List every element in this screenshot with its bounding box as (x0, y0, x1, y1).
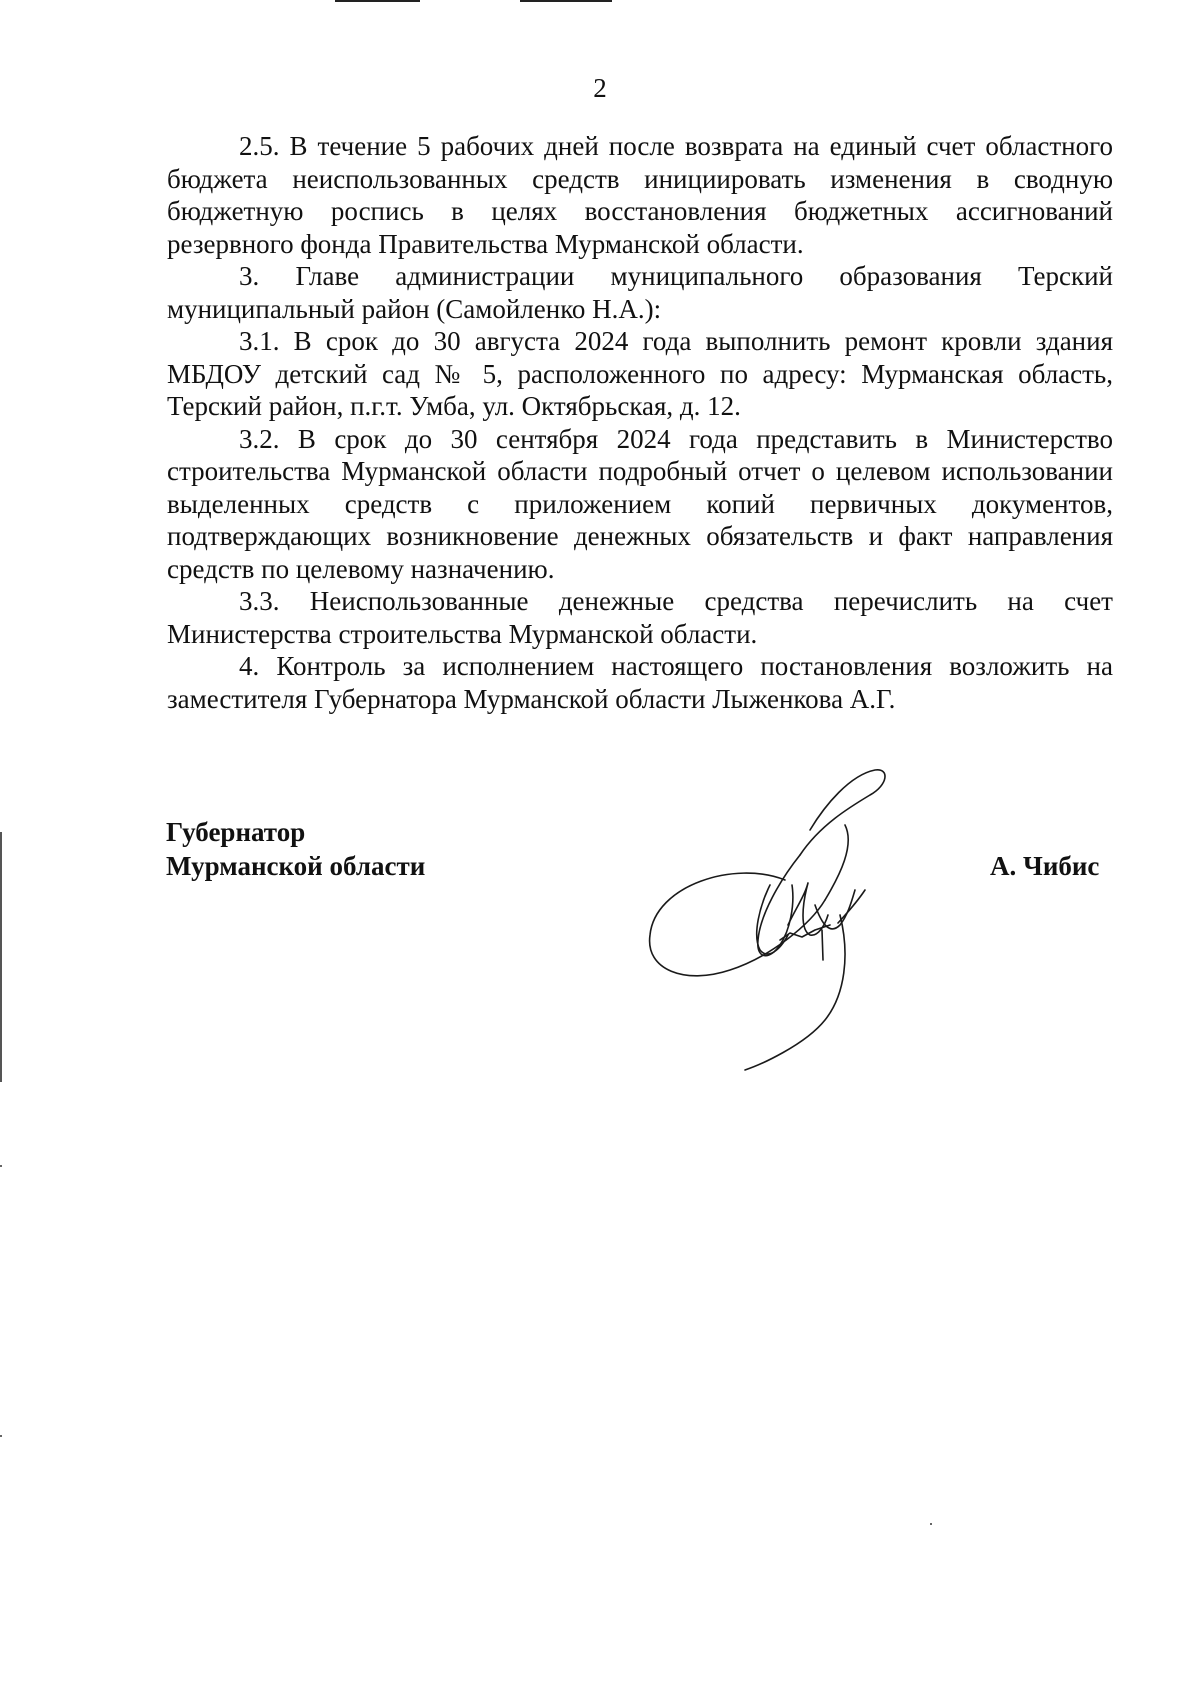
scan-edge-mark (0, 832, 2, 1082)
paragraph-3: 3. Главе администрации муниципального образования Терский муниципальный район (Самойленко Н.А.): (167, 261, 1113, 324)
scan-speck (0, 1435, 2, 1437)
signatory-name: А. Чибис (990, 851, 1100, 881)
handwritten-signature (640, 765, 900, 1075)
signatory-position-line1: Губернатор (166, 817, 306, 847)
signatory-position (166, 815, 425, 883)
paragraph-4: 4. Контроль за исполнением настоящего постановления возложить на заместителя Губернатора Мурманской области Лыженкова А.Г. (167, 651, 1113, 714)
scan-speck (930, 1523, 932, 1525)
paragraph-3-3: 3.3. Неиспользованные денежные средства перечислить на счет Министерства строительства Мурманской области. (167, 586, 1113, 649)
header-rule-left (335, 0, 420, 2)
document-body (167, 130, 1113, 715)
scan-speck (0, 1165, 2, 1167)
header-rule-right (520, 0, 612, 2)
paragraph-3-1: 3.1. В срок до 30 августа 2024 года выполнить ремонт кровли здания МБДОУ детский сад № 5, расположенного по адресу: Мурманская область, Терский район, п.г.т. Умба, ул. Октябрьская, д. 12. (167, 326, 1113, 421)
signatory-position-line2: Мурманской области (166, 851, 426, 881)
paragraph-3-2: 3.2. В срок до 30 сентября 2024 года представить в Министерство строительства Мурманской области подробный отчет о целевом использовании выделенных средств с приложением копий первичных документов, подтверждающих возникновение денежных обязательств и факт направления средств по целевому назначению. (167, 423, 1113, 584)
page-number: 2 (593, 73, 607, 103)
paragraph-2-5: 2.5. В течение 5 рабочих дней после возврата на единый счет областного бюджета неиспользованных средств инициировать изменения в сводную бюджетную роспись в целях восстановления бюджетных ассигнований резервного фонда Правительства Мурманской области. (167, 131, 1113, 259)
